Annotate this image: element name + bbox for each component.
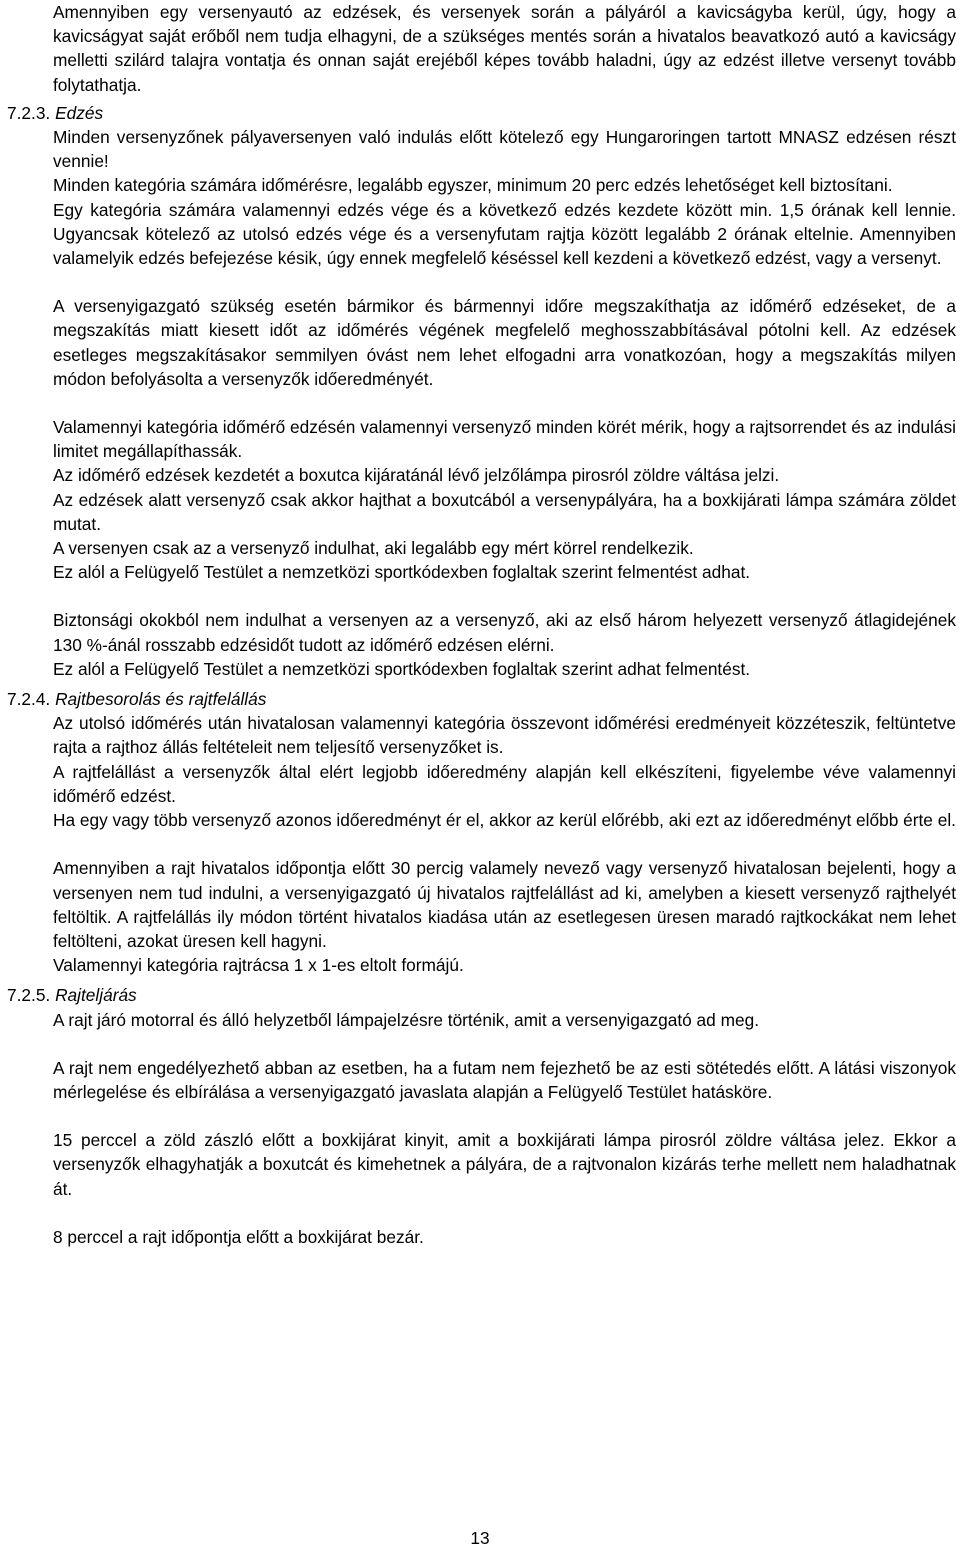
paragraph: Amennyiben a rajt hivatalos időpontja előtt 30 percig valamely nevező vagy versenyző hivatalosan bejelenti, hogy a versenyen nem tud indulni, a versenyigazgató új hivatalos rajtfelállást ad ki, amelyben a kiesett versenyző rajthelyét feltöltik. A rajtfelállás ily módon történt hivatalos kiadása után az esetlegesen üresen maradó rajtkockákat nem lehet feltölteni, azokat üresen kell hagyni. bbox=[53, 858, 956, 951]
paragraph-gap bbox=[53, 832, 956, 856]
section-heading-7-2-5 bbox=[7, 983, 956, 1007]
section-title: Rajteljárás bbox=[55, 985, 137, 1006]
paragraph: Valamennyi kategória rajtrácsa 1 x 1-es eltolt formájú. bbox=[53, 955, 464, 976]
paragraph: Minden versenyzőnek pályaversenyen való indulás előtt kötelező egy Hungaroringen tartott MNASZ edzésen részt vennie! bbox=[53, 127, 956, 172]
paragraph: Az időmérő edzések kezdetét a boxutca kijáratánál lévő jelzőlámpa pirosról zöldre váltása jelzi. bbox=[53, 465, 780, 486]
intro-paragraph: Amennyiben egy versenyautó az edzések, és versenyek során a pályáról a kavicságyba kerül, úgy, hogy a kavicságyat saját erőből nem tudja elhagyni, de a szükséges mentés során a hivatalos beavatkozó autó a kavicságy melletti szilárd talajra vontatja és onnan saját erejéből képes tovább haladni, úgy az edzést illetve versenyt tovább folytathatja. bbox=[53, 2, 956, 95]
paragraph: Ha egy vagy több versenyző azonos időeredményt ér el, akkor az kerül előrébb, aki ezt az időeredményt előbb érte el. bbox=[53, 810, 956, 831]
paragraph: A rajtfelállást a versenyzők által elért legjobb időeredmény alapján kell elkészíteni, figyelembe véve valamennyi időmérő edzést. bbox=[53, 761, 956, 806]
section-heading-7-2-4 bbox=[7, 687, 956, 711]
document-body bbox=[7, 0, 956, 1249]
paragraph: Az utolsó időmérés után hivatalosan valamennyi kategória összevont időmérési eredményeit közzéteszik, feltüntetve rajta a rajthoz állás feltételeit nem teljesítő versenyzőket is. bbox=[53, 713, 956, 758]
page-number: 13 bbox=[470, 1528, 490, 1548]
paragraph: Minden kategória számára időmérésre, legalább egyszer, minimum 20 perc edzés lehetőséget kell biztosítani. bbox=[53, 175, 893, 196]
paragraph-gap bbox=[53, 1201, 956, 1225]
paragraph: Ez alól a Felügyelő Testület a nemzetközi sportkódexben foglaltak szerint adhat felmentést. bbox=[53, 658, 751, 679]
section-number: 7.2.5. bbox=[7, 985, 51, 1006]
section-heading-7-2-3 bbox=[7, 101, 956, 125]
paragraph: A rajt nem engedélyezhető abban az esetben, ha a futam nem fejezhető be az esti sötétedés előtt. A látási viszonyok mérlegelése és elbírálása a versenyigazgató javaslata alapján a Felügyelő Testület hatásköre. bbox=[53, 1057, 956, 1102]
paragraph: Ez alól a Felügyelő Testület a nemzetközi sportkódexben foglaltak szerint felmentést adhat. bbox=[53, 562, 751, 583]
paragraph: Valamennyi kategória időmérő edzésén valamennyi versenyző minden körét mérik, hogy a rajtsorrendet és az indulási limitet megállapíthassák. bbox=[53, 417, 956, 462]
paragraph: Biztonsági okokból nem indulhat a versenyen az a versenyző, aki az első három helyezett versenyző átlagidejének 130 %-ánál rosszabb edzésidőt tudott az időmérő edzésen elérni. bbox=[53, 610, 956, 655]
section-title: Rajtbesorolás és rajtfelállás bbox=[55, 689, 267, 710]
paragraph: Az edzések alatt versenyző csak akkor hajthat a boxutcából a versenypályára, ha a boxkijárati lámpa számára zöldet mutat. bbox=[53, 489, 956, 534]
paragraph-gap bbox=[53, 584, 956, 608]
paragraph: 8 perccel a rajt időpontja előtt a boxkijárat bezár. bbox=[53, 1226, 424, 1247]
paragraph: 15 perccel a zöld zászló előtt a boxkijárat kinyit, amit a boxkijárati lámpa pirosról zöldre váltása jelez. Ekkor a versenyzők elhagyhatják a boxutcát és kimehetnek a pályára, de a rajtvonalon kizárás terhe mellett nem haladhatnak át. bbox=[53, 1130, 956, 1199]
paragraph: Egy kategória számára valamennyi edzés vége és a következő edzés kezdete között min. 1,5 órának kell lennie. Ugyancsak kötelező az utolsó edzés vége és a versenyfutam rajtja között legalább 2 órának eltelnie. Amennyiben valamelyik edzés befejezése késik, úgy ennek megfelelő késéssel kell kezdeni a következő edzést, vagy a versenyt. bbox=[53, 199, 956, 269]
paragraph-gap bbox=[53, 1104, 956, 1128]
paragraph: A versenyen csak az a versenyző indulhat, aki legalább egy mért körrel rendelkezik. bbox=[53, 538, 694, 559]
paragraph-gap bbox=[53, 1032, 956, 1056]
paragraph: A versenyigazgató szükség esetén bármikor és bármennyi időre megszakíthatja az időmérő edzéseket, de a megszakítás miatt kiesett időt az időmérés végének megfelelő meghosszabbításával pótolni kell. Az edzések esetleges megszakításakor semmilyen óvást nem lehet elfogadni arra vonatkozóan, hogy a megszakítás milyen módon befolyásolta a versenyzők időeredményét. bbox=[53, 296, 956, 389]
paragraph: A rajt járó motorral és álló helyzetből lámpajelzésre történik, amit a versenyigazgató ad meg. bbox=[53, 1009, 759, 1030]
section-number: 7.2.3. bbox=[7, 102, 51, 123]
paragraph-gap bbox=[53, 391, 956, 415]
section-title: Edzés bbox=[55, 102, 104, 123]
section-number: 7.2.4. bbox=[7, 689, 51, 710]
paragraph-gap bbox=[53, 270, 956, 294]
